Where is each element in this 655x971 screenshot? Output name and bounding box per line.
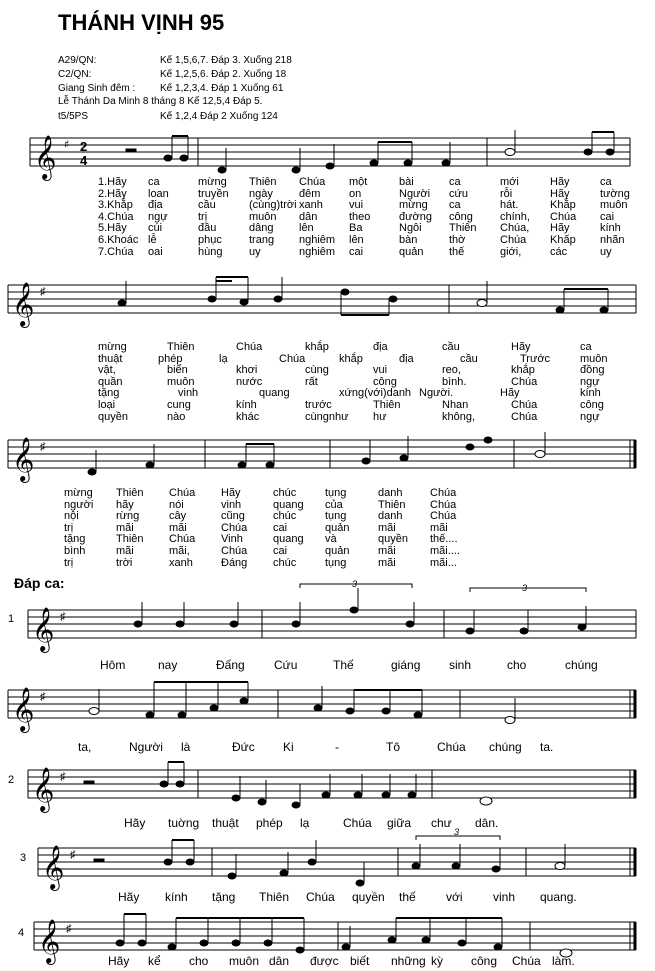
lyric-word: Thiên: [167, 341, 195, 353]
lyric-word: Thiên: [378, 499, 406, 511]
lyric-word: người: [64, 499, 94, 511]
lyric-word: tụng: [325, 487, 347, 499]
refrain-word: ta,: [78, 740, 92, 754]
lyric-word: mãi...: [430, 557, 457, 569]
staff-2: [0, 275, 655, 335]
sharp-icon: ♯: [40, 286, 46, 298]
lyric-word: mãi: [378, 557, 396, 569]
lyric-word: cai: [273, 545, 288, 557]
lyric-word: danh: [378, 510, 403, 522]
lyric-word: Hãy: [550, 222, 570, 234]
lyric-word: ca: [449, 176, 461, 188]
lyric-word: cầu: [460, 353, 478, 365]
lyric-word: ca: [580, 341, 592, 353]
page-title: THÁNH VỊNH 95: [58, 10, 225, 35]
lyric-word: Thiên: [373, 399, 401, 411]
lyric-word: mãi: [116, 545, 134, 557]
lyric-word: Ba: [349, 222, 363, 234]
treble-clef-icon: 𝄞: [12, 282, 35, 326]
refrain-word: với: [446, 890, 463, 904]
lyric-word: thế....: [430, 533, 458, 545]
lyric-word: Người.: [419, 387, 454, 399]
lyric-word: uy: [249, 246, 261, 258]
lyric-word: Nhan: [442, 399, 469, 411]
lyric-word: trị: [64, 557, 74, 569]
header-info-1: Kế 1,5,6,7. Đáp 3. Xuống 218: [160, 55, 292, 66]
sharp-icon: ♯: [70, 849, 76, 861]
lyric-word: loại: [98, 399, 116, 411]
lyric-word: muôn: [580, 353, 608, 365]
lyric-word: công: [449, 211, 473, 223]
lyric-word: kính: [236, 399, 257, 411]
refrain-word: giữa: [387, 816, 412, 830]
lyric-word: thờ: [449, 234, 466, 246]
lyric-word: vật,: [98, 364, 116, 376]
refrain-word: lạ: [300, 816, 310, 830]
refrain-word: Chúa: [437, 740, 466, 754]
lyric-word: reo,: [442, 364, 461, 376]
lyric-word: tường: [600, 188, 630, 200]
sharp-icon: ♯: [60, 771, 66, 783]
lyric-word: hát.: [500, 199, 519, 211]
lyric-word: cây: [169, 510, 187, 522]
refrain-word: là: [181, 740, 191, 754]
lyric-word: nghiêm: [299, 246, 336, 258]
lyric-word: trị: [64, 522, 74, 534]
lyric-word: mãi: [378, 545, 396, 557]
lyric-word: mãi: [378, 522, 396, 534]
lyric-word: nào: [167, 411, 186, 423]
sharp-icon: ♯: [66, 923, 72, 935]
lyric-word: lễ: [148, 234, 157, 246]
lyric-word: Chúa: [430, 499, 457, 511]
treble-clef-icon: 𝄞: [32, 767, 55, 811]
meter-bottom: 4: [80, 153, 88, 168]
lyric-word: mãi: [116, 522, 134, 534]
lyric-word: 3.Khắp: [98, 199, 133, 211]
header-info-3: Kế 1,2,3,4. Đáp 1 Xuống 61: [160, 83, 284, 94]
lyric-word: tụng: [325, 510, 347, 522]
sharp-icon: ♯: [40, 691, 46, 703]
lyric-word: Chúa: [279, 353, 306, 365]
lyric-word: 2.Hãy: [98, 188, 127, 200]
lyric-word: Người: [399, 188, 431, 200]
lyric-word: nghiêm: [299, 234, 336, 246]
treble-clef-icon: 𝄞: [12, 437, 35, 481]
lyric-word: quản: [325, 545, 350, 557]
refrain-word: Ki: [283, 740, 294, 754]
refrain-word: chúng: [489, 740, 522, 754]
lyric-word: biển: [167, 364, 188, 376]
lyric-word: nói: [169, 499, 184, 511]
refrain-word: Thế: [333, 658, 354, 672]
refrain-word: ta.: [540, 740, 554, 754]
refrain-word: giáng: [391, 658, 421, 672]
lyric-word: Hãy: [550, 188, 570, 200]
lyric-word: dâng: [249, 222, 274, 234]
lyric-word: lên: [349, 234, 364, 246]
triplet-mark: 3: [352, 579, 358, 589]
lyric-word: chúc: [273, 557, 297, 569]
lyric-word: Hãy: [500, 387, 520, 399]
refrain-word: Chúa: [512, 954, 541, 968]
lyric-word: quang: [259, 387, 290, 399]
refrain-word: biết: [350, 954, 370, 968]
refrain-word: dân: [269, 954, 290, 968]
lyric-word: Hãy: [550, 176, 570, 188]
refrain-word: cho: [189, 954, 209, 968]
lyric-word: (cùng)trời: [249, 199, 297, 211]
lyric-word: đêm: [299, 188, 321, 200]
lyric-word: cầu: [442, 341, 460, 353]
lyric-word: xanh: [299, 199, 323, 211]
lyric-word: chúc: [273, 510, 297, 522]
lyric-word: uy: [600, 246, 612, 258]
refrain-word: chúng: [565, 658, 598, 672]
lyric-word: 7.Chúa: [98, 246, 134, 258]
lyric-word: ca: [148, 176, 160, 188]
lyric-word: Chúa: [221, 545, 248, 557]
header-info-2: Kế 1,2,5,6. Đáp 2. Xuống 18: [160, 69, 287, 80]
lyric-word: oai: [148, 246, 163, 258]
lyric-word: Thiên: [116, 487, 144, 499]
lyric-word: Chúa: [221, 522, 248, 534]
lyric-word: rất: [305, 376, 318, 388]
refrain-word: dân.: [475, 816, 499, 830]
lyric-word: hư: [373, 411, 387, 423]
lyric-word: vui: [349, 199, 364, 211]
lyric-word: của: [325, 499, 343, 511]
refrain-word: vinh: [493, 890, 516, 904]
lyric-word: Chúa: [500, 234, 527, 246]
refrain-word: thế: [399, 890, 416, 904]
dap-ca-label: Đáp ca:: [14, 575, 65, 591]
lyric-word: bình: [64, 545, 86, 557]
lyric-word: tụng: [325, 557, 347, 569]
lyric-word: không,: [442, 411, 476, 423]
lyric-word: mãi....: [430, 545, 460, 557]
lyric-word: trị: [198, 211, 208, 223]
lyric-word: cúi: [148, 222, 163, 234]
lyric-word: quang: [273, 533, 304, 545]
header-label-3: Giang Sinh đêm :: [58, 83, 136, 94]
refrain-word: quyền: [352, 890, 385, 904]
refrain-word: những: [391, 954, 426, 968]
refrain-word: kể: [148, 954, 161, 968]
lyric-word: danh: [378, 487, 403, 499]
lyric-word: Ngôi: [399, 222, 422, 234]
refrain-word: muôn: [229, 954, 260, 968]
sharp-icon: ♯: [64, 138, 70, 151]
lyric-word: muôn: [167, 376, 195, 388]
lyric-word: Hãy: [221, 487, 241, 499]
refrain-word: thuật: [212, 816, 239, 830]
lyric-word: xứng(với)danh: [339, 387, 412, 399]
refrain-word: làm.: [552, 954, 575, 968]
lyric-word: Hãy: [511, 341, 531, 353]
treble-clef-icon: 𝄞: [38, 919, 61, 963]
refrain-word: Chúa: [343, 816, 372, 830]
refrain-word: kính: [165, 890, 188, 904]
lyric-word: on: [349, 188, 362, 200]
lyric-word: Chúa: [511, 399, 538, 411]
lyric-word: địa: [148, 199, 163, 211]
treble-clef-icon: 𝄞: [34, 135, 57, 179]
lyric-word: cứu: [449, 188, 468, 200]
lyric-word: vinh: [221, 499, 242, 511]
lyric-word: Trước: [520, 353, 551, 365]
lyric-word: mừng: [64, 487, 93, 499]
sharp-icon: ♯: [40, 441, 46, 453]
lyric-word: khắp: [305, 341, 329, 353]
lyric-word: ngự: [580, 411, 600, 423]
header-label-2: C2/QN:: [58, 69, 92, 80]
lyric-word: trời: [116, 557, 133, 569]
lyric-word: quyền: [98, 411, 128, 423]
lyric-word: mãi: [169, 522, 187, 534]
refrain-word: Tô: [386, 740, 401, 754]
lyric-word: loan: [148, 188, 169, 200]
lyric-word: mãi: [430, 522, 448, 534]
refrain-number-4: 4: [18, 927, 25, 939]
lyric-word: Chúa: [511, 411, 538, 423]
lyric-word: quang: [273, 499, 304, 511]
lyric-word: nội: [64, 510, 79, 522]
lyric-word: kính: [600, 222, 621, 234]
lyric-word: Khắp: [550, 199, 576, 211]
refrain-number-1: 1: [8, 613, 15, 625]
refrain-staff-3: [0, 827, 655, 893]
lyric-word: cũng: [221, 510, 245, 522]
lyric-word: tặng: [98, 387, 120, 399]
refrain-word: kỳ: [431, 954, 443, 968]
lyric-word: quyền: [378, 533, 408, 545]
lyric-word: Thiên: [449, 222, 477, 234]
lyric-word: ca: [600, 176, 612, 188]
lyric-word: giới,: [500, 246, 522, 258]
lyric-word: Chúa: [430, 510, 457, 522]
refrain-word: Cứu: [274, 658, 298, 672]
refrain-word: Hôm: [100, 658, 126, 672]
refrain-staff-1b: [0, 680, 655, 735]
refrain-word: nay: [158, 658, 178, 672]
lyric-word: kính: [580, 387, 601, 399]
lyric-word: cùngnhư: [305, 411, 349, 423]
lyric-word: 1.Hãy: [98, 176, 127, 188]
lyric-word: chúc: [273, 487, 297, 499]
lyric-word: hãy: [116, 499, 134, 511]
lyric-word: khắp: [339, 353, 363, 365]
lyric-word: khơi: [236, 364, 258, 376]
refrain-word: -: [335, 740, 339, 754]
refrain-word: Hãy: [108, 954, 130, 968]
lyric-word: lạ: [219, 353, 228, 365]
lyric-word: Thiên: [249, 176, 277, 188]
lyric-word: mừng: [198, 176, 227, 188]
refrain-word: công: [471, 954, 498, 968]
lyric-word: trước: [305, 399, 332, 411]
treble-clef-icon: 𝄞: [42, 845, 65, 889]
lyric-word: bình.: [442, 376, 467, 388]
lyric-word: địa: [399, 353, 414, 365]
lyric-word: khắp: [511, 364, 535, 376]
lyric-word: quản: [325, 522, 350, 534]
lyric-word: theo: [349, 211, 371, 223]
lyric-word: 5.Hãy: [98, 222, 127, 234]
refrain-word: tuờng: [168, 816, 200, 830]
lyric-word: Chúa: [169, 533, 196, 545]
header-label-5: t5/5PS: [58, 111, 89, 122]
refrain-number-2: 2: [8, 774, 15, 786]
lyric-word: mãi,: [169, 545, 190, 557]
lyric-word: mới: [500, 176, 519, 188]
treble-clef-icon: 𝄞: [12, 687, 35, 731]
lyric-word: Chúa,: [500, 222, 530, 234]
lyric-word: đồng: [580, 364, 605, 376]
lyric-word: mừng: [399, 199, 428, 211]
lyric-word: đầu: [198, 222, 217, 234]
staff-3: [0, 430, 655, 490]
lyric-word: lên: [299, 222, 314, 234]
header-label-4: Lễ Thánh Da Minh 8 tháng 8 Kế 12,5,4 Đáp 5.: [58, 96, 263, 107]
lyric-word: thuật: [98, 353, 123, 365]
treble-clef-icon: 𝄞: [32, 607, 55, 651]
lyric-word: Khấp: [550, 234, 576, 246]
header-info-5: Kế 1,2,4 Đáp 2 Xuống 124: [160, 111, 278, 122]
lyric-word: cai: [273, 522, 288, 534]
refrain-word: tặng: [212, 890, 236, 904]
lyric-word: và: [325, 533, 337, 545]
lyric-word: Đáng: [221, 557, 248, 569]
lyric-word: phục: [198, 234, 222, 246]
refrain-word: Hãy: [118, 890, 140, 904]
lyric-word: Vinh: [221, 533, 243, 545]
lyric-word: chính,: [500, 211, 530, 223]
lyric-word: khác: [236, 411, 260, 423]
sharp-icon: ♯: [60, 611, 66, 623]
refrain-staff-2: [0, 760, 655, 815]
lyric-word: Chúa: [169, 487, 196, 499]
lyric-word: cầu: [198, 199, 216, 211]
refrain-word: Chúa: [306, 890, 335, 904]
lyric-word: muôn: [249, 211, 277, 223]
lyric-word: phép: [158, 353, 183, 365]
refrain-word: Người: [129, 740, 163, 754]
refrain-word: Thiên: [259, 890, 290, 904]
lyric-word: cai: [600, 211, 615, 223]
lyric-word: tặng: [64, 533, 86, 545]
lyric-word: Thiên: [116, 533, 144, 545]
refrain-word: được: [310, 954, 339, 968]
lyric-word: ngày: [249, 188, 273, 200]
lyric-word: Chúa: [236, 341, 263, 353]
lyric-word: nước: [236, 376, 263, 388]
lyric-word: cùng: [305, 364, 329, 376]
lyric-word: cung: [167, 399, 191, 411]
lyric-word: mừng: [98, 341, 127, 353]
lyric-word: ngự: [148, 211, 168, 223]
lyric-word: đường: [399, 211, 432, 223]
refrain-number-3: 3: [20, 852, 27, 864]
lyric-word: nhãn: [600, 234, 625, 246]
lyric-word: Chúa: [550, 211, 577, 223]
refrain-word: Hãy: [124, 816, 146, 830]
lyric-word: công: [373, 376, 397, 388]
lyric-word: dân: [299, 211, 318, 223]
lyric-word: một: [349, 176, 368, 188]
lyric-word: xanh: [169, 557, 193, 569]
meter-top: 2: [80, 139, 88, 154]
lyric-word: hùng: [198, 246, 223, 258]
lyric-word: 6.Khoác: [98, 234, 139, 246]
lyric-word: các: [550, 246, 568, 258]
header-label-1: A29/QN:: [58, 55, 97, 66]
lyric-word: bàn: [399, 234, 418, 246]
triplet-mark: 3: [522, 583, 528, 593]
lyric-word: muôn: [600, 199, 628, 211]
lyric-word: Chúa: [511, 376, 538, 388]
lyric-word: công: [580, 399, 604, 411]
lyric-word: ca: [449, 199, 461, 211]
lyric-word: quần: [98, 376, 123, 388]
refrain-word: cho: [507, 658, 527, 672]
lyric-word: Chúa: [299, 176, 326, 188]
refrain-word: chư: [431, 816, 452, 830]
lyric-word: trang: [249, 234, 275, 246]
lyric-word: ngự: [580, 376, 600, 388]
lyric-word: Chúa: [430, 487, 457, 499]
lyric-word: rừng: [116, 510, 140, 522]
lyric-word: truyền: [198, 188, 229, 200]
refrain-word: Đấng: [216, 658, 245, 672]
lyric-word: cai: [349, 246, 364, 258]
lyric-word: bài: [399, 176, 414, 188]
refrain-word: phép: [256, 816, 283, 830]
lyric-word: vui: [373, 364, 388, 376]
lyric-word: quản: [399, 246, 424, 258]
lyric-word: địa: [373, 341, 388, 353]
refrain-word: Đức: [232, 740, 255, 754]
triplet-mark: 3: [454, 827, 460, 837]
lyric-word: rỗi: [500, 188, 513, 200]
refrain-word: sinh: [449, 658, 472, 672]
lyric-word: 4.Chúa: [98, 211, 134, 223]
lyric-word: thế: [449, 246, 465, 258]
lyric-word: vinh: [178, 387, 199, 399]
refrain-word: quang.: [540, 890, 577, 904]
